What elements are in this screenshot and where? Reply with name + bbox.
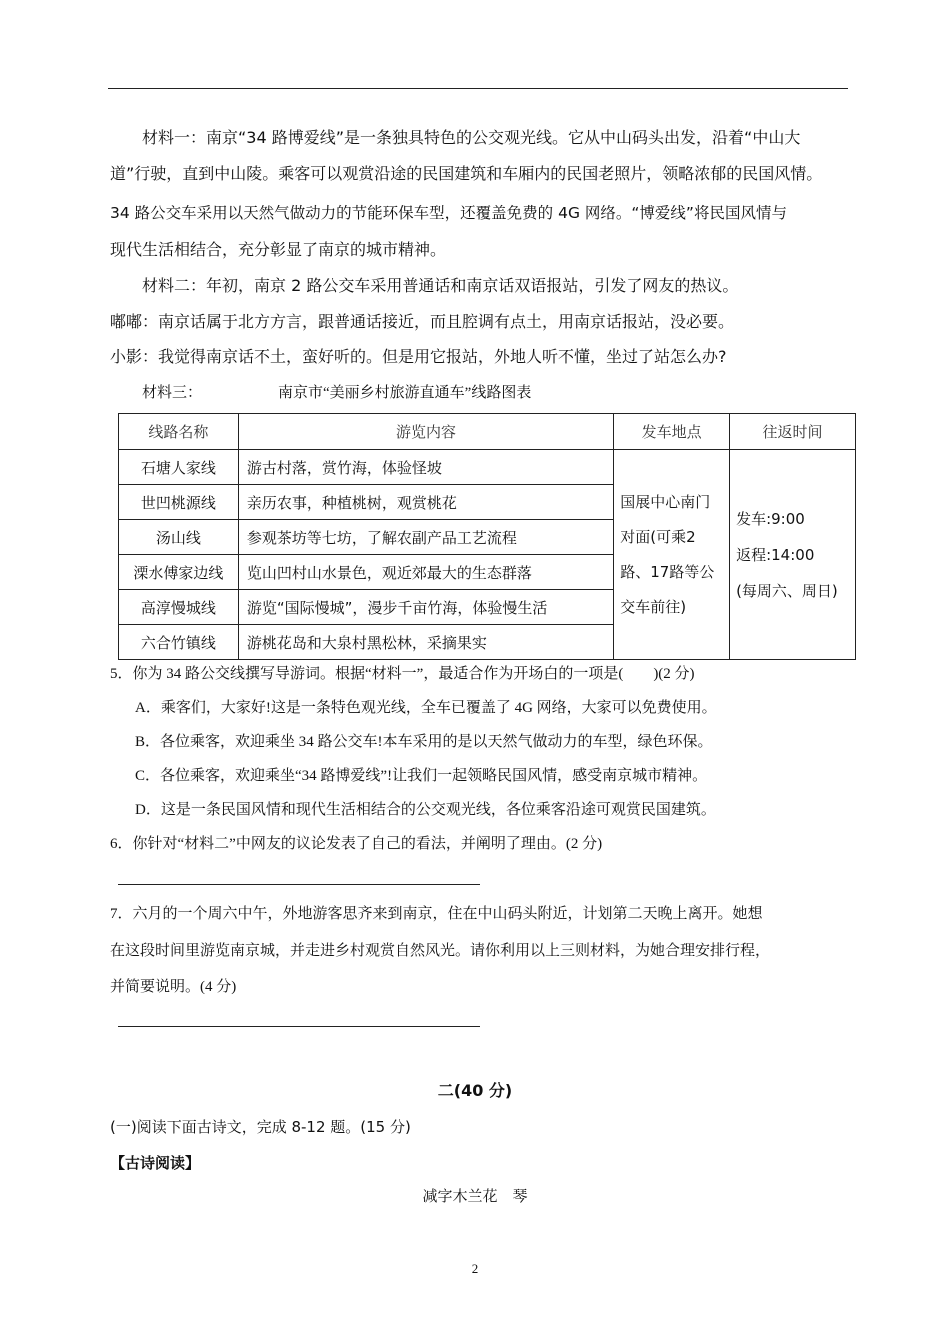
route-content: 亲历农事，种植桃树，观赏桃花: [238, 485, 613, 520]
q5-option-a: A．乘客们，大家好!这是一条特色观光线，全车已覆盖了 4G 网络，大家可以免费使用。: [135, 700, 717, 716]
route-content: 游古村落，赏竹海，体验怪坡: [238, 450, 613, 485]
route-name: 高淳慢城线: [119, 590, 239, 625]
section2-title: 二(40 分): [437, 1081, 513, 1100]
material1-line4: 现代生活相结合，充分彰显了南京的城市精神。: [110, 240, 447, 259]
header-rule: [108, 88, 848, 89]
page-number: 2: [471, 1261, 479, 1276]
route-content: 览山凹村山水景色，观近郊最大的生态群落: [238, 555, 613, 590]
poem-title-wrap: [0, 1186, 950, 1206]
poem-title: 减字木兰花 琴: [422, 1187, 528, 1205]
q5-stem: 5．你为 34 路公交线撰写导游词。根据“材料一”，最适合作为开场白的一项是( )(2 分): [110, 666, 695, 682]
q6-stem: 6．你针对“材料二”中网友的议论发表了自己的看法，并阐明了理由。(2 分): [110, 836, 603, 852]
material2-comment2: 小影：我觉得南京话不土，蛮好听的。但是用它报站，外地人听不懂，坐过了站怎么办?: [110, 347, 727, 366]
route-content: 游桃花岛和大泉村黑松林，采摘果实: [238, 625, 613, 660]
round-trip-time: [730, 450, 856, 660]
route-name: 六合竹镇线: [119, 625, 239, 660]
header-depart: 发车地点: [614, 414, 730, 450]
q6-answer-line[interactable]: [118, 884, 480, 885]
route-name: 石塘人家线: [119, 450, 239, 485]
q5-option-d: D．这是一条民国风情和现代生活相结合的公交观光线，各位乘客沿途可观赏民国建筑。: [135, 802, 716, 818]
material1-line2: 道”行驶，直到中山陵。乘客可以观赏沿途的民国建筑和车厢内的民国老照片，领略浓郁的民国风情。: [110, 164, 823, 183]
material3-title: 南京市“美丽乡村旅游直通车”线路图表: [278, 385, 532, 401]
route-name: 汤山线: [119, 520, 239, 555]
header-time: 往返时间: [730, 414, 856, 450]
q7-line3: 并简要说明。(4 分): [110, 979, 237, 995]
header-content: 游览内容: [238, 414, 613, 450]
material2-intro: 材料二：年初，南京 2 路公交车采用普通话和南京话双语报站，引发了网友的热议。: [142, 276, 739, 295]
time-back: 返程:14:00: [736, 545, 815, 564]
q7-line2: 在这段时间里游览南京城，并走进乡村观赏自然风光。请你利用以上三则材料，为她合理安排行程，: [110, 943, 771, 959]
route-content: 参观茶坊等七坊，了解农副产品工艺流程: [238, 520, 613, 555]
route-name: 世凹桃源线: [119, 485, 239, 520]
table-header-row: [119, 414, 856, 450]
material1-line3: 34 路公交车采用以天然气做动力的节能环保车型，还覆盖免费的 4G 网络。“博爱线”将民国风情与: [110, 204, 787, 222]
material3-label: 材料三：: [142, 385, 203, 401]
time-days: (每周六、周日): [736, 581, 838, 600]
q5-option-c: C．各位乘客，欢迎乘坐“34 路博爱线”!让我们一起领略民国风情，感受南京城市精神。: [135, 768, 708, 784]
table-row: [119, 450, 856, 485]
q7-line1: 7．六月的一个周六中午，外地游客思齐来到南京，住在中山码头附近，计划第二天晚上离开。她想: [110, 906, 763, 922]
section2-title-wrap: [0, 1081, 950, 1101]
poem-label: 【古诗阅读】: [110, 1154, 201, 1172]
time-go: 发车:9:00: [736, 509, 805, 528]
depart-location: 国展中心南门对面(可乘2路、17路等公交车前往): [614, 450, 730, 660]
route-table: [118, 413, 856, 660]
section2-part1: (一)阅读下面古诗文，完成 8-12 题。(15 分): [110, 1118, 411, 1136]
q7-answer-line[interactable]: [118, 1026, 480, 1027]
material1-line1: 材料一：南京“34 路博爱线”是一条独具特色的公交观光线。它从中山码头出发，沿着“中山大: [142, 128, 801, 147]
q5-option-b: B．各位乘客，欢迎乘坐 34 路公交车!本车采用的是以天然气做动力的车型，绿色环保。: [135, 734, 713, 750]
header-route-name: 线路名称: [119, 414, 239, 450]
material2-comment1: 嘟嘟：南京话属于北方方言，跟普通话接近，而且腔调有点土，用南京话报站，没必要。: [110, 312, 735, 331]
route-name: 溧水傅家边线: [119, 555, 239, 590]
page-number-wrap: [0, 1259, 950, 1279]
route-content: 游览“国际慢城”，漫步千亩竹海，体验慢生活: [238, 590, 613, 625]
